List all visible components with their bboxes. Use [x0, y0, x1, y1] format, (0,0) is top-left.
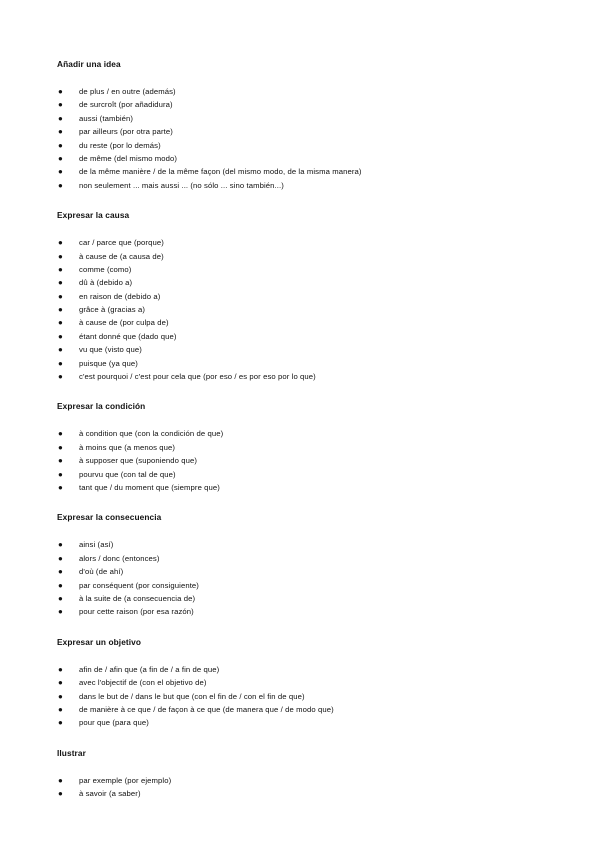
list-item [57, 663, 577, 676]
bullet-icon: ● [58, 718, 63, 728]
list-item-text: tant que / du moment que (siempre que) [79, 482, 220, 492]
list-item [57, 236, 577, 249]
bullet-icon: ● [58, 305, 63, 315]
list-item [57, 250, 577, 263]
list-item-text: aussi (también) [79, 113, 134, 123]
bullet-icon: ● [58, 593, 63, 603]
list-item [57, 592, 577, 605]
bullet-icon: ● [58, 291, 63, 301]
list-item [57, 538, 577, 551]
list-item [57, 303, 577, 316]
section [57, 512, 577, 618]
section-heading: Expresar la condición [57, 401, 146, 412]
bullet-icon: ● [58, 331, 63, 341]
bullet-icon: ● [58, 87, 63, 96]
bullet-icon: ● [58, 100, 63, 110]
bullet-icon: ● [58, 775, 63, 785]
bullet-list [57, 538, 577, 618]
list-item [57, 85, 577, 98]
list-item [57, 179, 577, 192]
list-item-text: à condition que (con la condición de que) [79, 429, 224, 439]
section [57, 637, 577, 730]
bullet-icon: ● [58, 442, 63, 452]
bullet-icon: ● [58, 580, 63, 590]
list-item-text: par exemple (por ejemplo) [79, 775, 172, 785]
list-item-text: de manière à ce que / de façon à ce que (de manera que / de modo que) [79, 704, 334, 714]
bullet-icon: ● [58, 127, 63, 137]
document-body [57, 59, 577, 800]
list-item [57, 716, 577, 729]
bullet-list [57, 427, 577, 494]
bullet-icon: ● [58, 180, 63, 190]
section [57, 401, 577, 494]
list-item [57, 125, 577, 138]
list-item-text: du reste (por lo demás) [79, 140, 161, 150]
list-item-text: par conséquent (por consiguiente) [79, 580, 199, 590]
list-item [57, 787, 577, 800]
list-item-text: vu que (visto que) [79, 345, 142, 355]
list-item [57, 152, 577, 165]
list-item-text: à moins que (a menos que) [79, 442, 176, 452]
section [57, 748, 577, 801]
bullet-icon: ● [58, 251, 63, 261]
bullet-icon: ● [58, 345, 63, 355]
bullet-icon: ● [58, 318, 63, 328]
section-heading: Expresar la consecuencia [57, 512, 162, 523]
list-item-text: ainsi (así) [79, 540, 114, 550]
list-item [57, 263, 577, 276]
list-item-text: afin de / afin que (a fin de / a fin de que) [79, 664, 220, 674]
list-item-text: non seulement ... mais aussi ... (no sólo ... sino también...) [79, 180, 284, 190]
list-item [57, 357, 577, 370]
list-item-text: pour que (para que) [79, 718, 149, 728]
bullet-list [57, 236, 577, 383]
section [57, 59, 577, 192]
bullet-icon: ● [58, 372, 63, 382]
bullet-icon: ● [58, 607, 63, 617]
list-item [57, 703, 577, 716]
list-item [57, 139, 577, 152]
list-item-text: alors / donc (entonces) [79, 553, 160, 563]
bullet-icon: ● [58, 789, 63, 799]
list-item-text: à cause de (a causa de) [79, 251, 164, 261]
list-item [57, 774, 577, 787]
section [57, 210, 577, 383]
list-item-text: à la suite de (a consecuencia de) [79, 593, 196, 603]
list-item-text: de plus / en outre (además) [79, 87, 176, 96]
list-item [57, 276, 577, 289]
bullet-icon: ● [58, 469, 63, 479]
list-item-text: dû à (debido a) [79, 278, 133, 288]
bullet-icon: ● [58, 278, 63, 288]
bullet-icon: ● [58, 113, 63, 123]
list-item-text: à savoir (a saber) [79, 789, 141, 799]
bullet-icon: ● [58, 678, 63, 688]
list-item-text: c'est pourquoi / c'est pour cela que (por eso / es por eso por lo que) [79, 372, 316, 382]
list-item [57, 316, 577, 329]
list-item [57, 579, 577, 592]
bullet-icon: ● [58, 140, 63, 150]
section-heading: Añadir una idea [57, 59, 121, 69]
section-heading: Expresar la causa [57, 210, 130, 221]
list-item [57, 468, 577, 481]
list-item [57, 676, 577, 689]
list-item-text: grâce à (gracias a) [79, 305, 145, 315]
list-item [57, 165, 577, 178]
bullet-icon: ● [58, 264, 63, 274]
bullet-icon: ● [58, 238, 63, 248]
list-item-text: à supposer que (suponiendo que) [79, 456, 198, 466]
list-item [57, 330, 577, 343]
list-item-text: pour cette raison (por esa razón) [79, 607, 194, 617]
list-item-text: de la même manière / de la même façon (del mismo modo, de la misma manera) [79, 167, 362, 177]
list-item [57, 565, 577, 578]
list-item [57, 454, 577, 467]
list-item-text: de surcroît (por añadidura) [79, 100, 173, 110]
list-item-text: à cause de (por culpa de) [79, 318, 169, 328]
bullet-list [57, 774, 577, 801]
list-item [57, 690, 577, 703]
bullet-icon: ● [58, 691, 63, 701]
list-item [57, 441, 577, 454]
list-item-text: en raison de (debido a) [79, 291, 161, 301]
bullet-icon: ● [58, 153, 63, 163]
list-item [57, 112, 577, 125]
list-item [57, 290, 577, 303]
bullet-icon: ● [58, 167, 63, 177]
list-item-text: par ailleurs (por otra parte) [79, 127, 173, 137]
list-item [57, 605, 577, 618]
bullet-icon: ● [58, 456, 63, 466]
list-item-text: de même (del mismo modo) [79, 153, 178, 163]
list-item-text: pourvu que (con tal de que) [79, 469, 176, 479]
list-item-text: étant donné que (dado que) [79, 331, 177, 341]
list-item-text: d'où (de ahí) [79, 567, 124, 577]
section-heading: Expresar un objetivo [57, 636, 142, 647]
list-item [57, 370, 577, 383]
list-item-text: comme (como) [79, 264, 132, 274]
bullet-icon: ● [58, 482, 63, 492]
list-item-text: avec l'objectif de (con el objetivo de) [79, 678, 207, 688]
bullet-icon: ● [58, 567, 63, 577]
list-item [57, 98, 577, 111]
list-item-text: dans le but de / dans le but que (con el fin de / con el fin de que) [79, 691, 305, 701]
bullet-icon: ● [58, 704, 63, 714]
bullet-icon: ● [58, 358, 63, 368]
bullet-icon: ● [58, 553, 63, 563]
list-item [57, 481, 577, 494]
list-item-text: car / parce que (porque) [79, 238, 164, 248]
section-heading: Ilustrar [57, 747, 86, 758]
bullet-icon: ● [58, 429, 63, 439]
list-item [57, 343, 577, 356]
bullet-icon: ● [58, 664, 63, 674]
list-item [57, 552, 577, 565]
list-item [57, 427, 577, 440]
bullet-icon: ● [58, 540, 63, 550]
bullet-list [57, 85, 577, 192]
list-item-text: puisque (ya que) [79, 358, 138, 368]
bullet-list [57, 663, 577, 730]
